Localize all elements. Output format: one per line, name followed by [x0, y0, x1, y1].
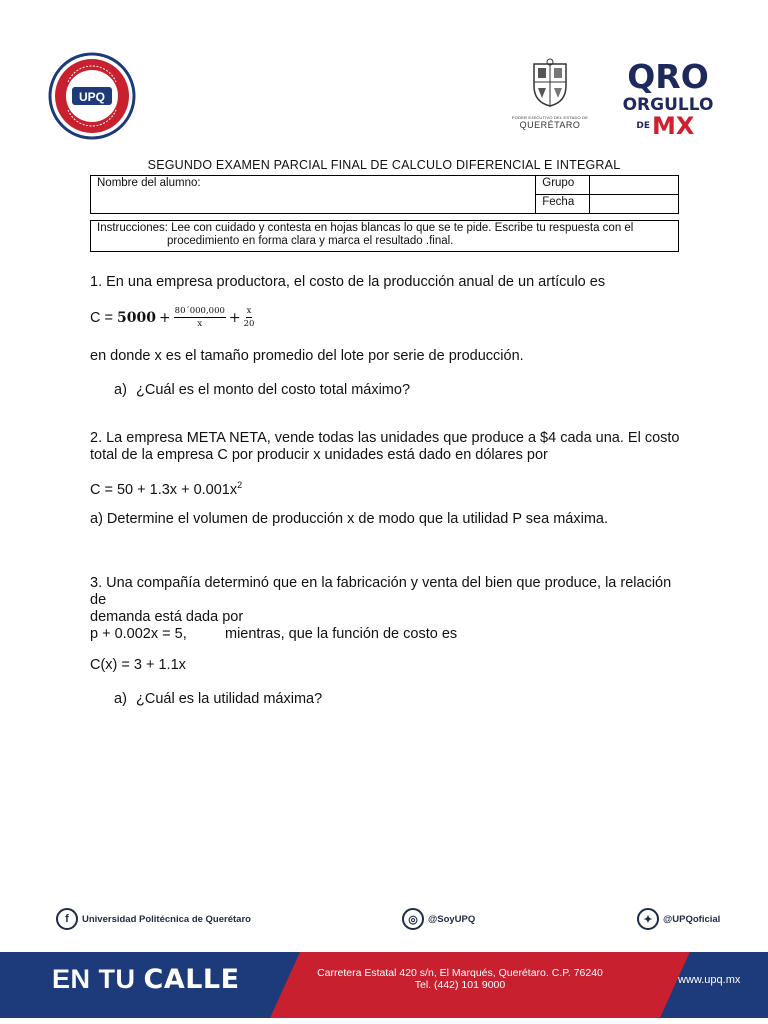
fraction-2-numerator: x	[246, 306, 252, 316]
instagram-icon: ◎	[402, 908, 424, 930]
instructions-line2: procedimiento en forma clara y marca el resultado .final.	[167, 235, 454, 247]
question-3-part-a	[114, 691, 322, 707]
twitter-link[interactable]	[637, 908, 720, 930]
date-label: Fecha	[536, 195, 589, 214]
question-3-demand	[90, 626, 680, 643]
formula-constant: 5000	[116, 309, 156, 326]
part-label: a)	[114, 691, 127, 707]
address-line2: Tel. (442) 101 9000	[414, 979, 506, 991]
question-2-part-a: a) Determine el volumen de producción x de modo que la utilidad P sea máxima.	[90, 511, 608, 527]
fraction-2-denominator: 20	[243, 319, 255, 329]
question-1-description: en donde x es el tamaño promedio del lote por serie de producción.	[90, 348, 524, 364]
group-label: Grupo	[536, 176, 589, 195]
student-info-table	[90, 175, 679, 214]
question-1-text: 1. En una empresa productora, el costo de la producción anual de un artículo es	[90, 274, 606, 290]
instructions-line1: Instrucciones: Lee con cuidado y contesta en hojas blancas lo que se te pide. Escribe tu respuesta con el	[97, 222, 634, 234]
twitter-icon: ✦	[637, 908, 659, 930]
student-name-cell[interactable]	[91, 176, 536, 214]
facebook-link[interactable]	[56, 908, 251, 930]
footer-address	[300, 967, 620, 991]
question-2-line1: 2. La empresa META NETA, vende todas las unidades que produce a $4 cada una. El costo	[90, 430, 680, 446]
instructions-box	[90, 220, 679, 252]
question-2-exponent: 2	[237, 480, 243, 490]
queretaro-seal	[510, 58, 590, 138]
address-line1: Carretera Estatal 420 s/n, El Marqués, Querétaro. C.P. 76240	[317, 967, 603, 979]
date-field[interactable]	[589, 195, 678, 214]
question-1-part-a	[114, 382, 410, 398]
fraction-2	[244, 306, 255, 329]
brand-mx: MX	[652, 112, 695, 138]
slogan-part1: EN TU	[52, 964, 144, 994]
website-link[interactable]: www.upq.mx	[678, 974, 741, 986]
question-2-formula-text: C = 50 + 1.3x + 0.001x	[90, 481, 238, 498]
fraction-1-denominator: x	[197, 319, 203, 329]
question-2-line2: total de la empresa C por producir x unidades está dado en dólares por	[90, 447, 548, 463]
instagram-link[interactable]	[402, 908, 475, 930]
part-label: a)	[114, 382, 127, 398]
formula-lhs: C =	[90, 309, 113, 326]
twitter-text: @UPQoficial	[663, 913, 721, 925]
facebook-icon: f	[56, 908, 78, 930]
question-3-line1: 3. Una compañía determinó que en la fabricación y venta del bien que produce, la relación de	[90, 575, 672, 608]
exam-title: SEGUNDO EXAMEN PARCIAL FINAL DE CALCULO DIFERENCIAL E INTEGRAL	[147, 158, 621, 172]
brand-qro: QRO	[627, 58, 709, 96]
instagram-text: @SoyUPQ	[428, 913, 476, 925]
question-1-formula	[90, 306, 254, 329]
seal-name: QUERÉTARO	[519, 120, 581, 130]
part-text: ¿Cuál es la utilidad máxima?	[136, 691, 323, 707]
brand-orgullo: ORGULLO	[622, 95, 714, 115]
question-3-line2: demanda está dada por	[90, 609, 244, 625]
fraction-1-numerator: 80´000,000	[174, 306, 225, 316]
formula-plus: +	[158, 309, 171, 326]
question-2-formula	[90, 477, 680, 499]
formula-plus: +	[228, 309, 241, 326]
qro-orgullo-mx-logo	[618, 58, 718, 138]
footer-slogan	[52, 964, 240, 995]
coat-of-arms-icon	[530, 58, 570, 108]
slogan-part2: CALLE	[143, 964, 240, 995]
seal-caption: PODER EJECUTIVO DEL ESTADO DE	[511, 115, 589, 120]
fraction-1	[174, 306, 226, 329]
demand-continuation: mientras, que la función de costo es	[225, 626, 458, 642]
question-2-text	[90, 430, 680, 464]
facebook-text: Universidad Politécnica de Querétaro	[82, 913, 251, 925]
upq-logo	[48, 52, 136, 140]
part-text: ¿Cuál es el monto del costo total máximo?	[136, 382, 411, 398]
upq-logo-text: UPQ	[78, 90, 106, 104]
brand-de: DE	[636, 121, 650, 131]
question-3-text	[90, 575, 680, 626]
question-3-cost: C(x) = 3 + 1.1x	[90, 657, 186, 673]
demand-equation: p + 0.002x = 5,	[90, 626, 187, 642]
student-name-label: Nombre del alumno:	[97, 177, 201, 189]
group-field[interactable]	[589, 176, 678, 195]
